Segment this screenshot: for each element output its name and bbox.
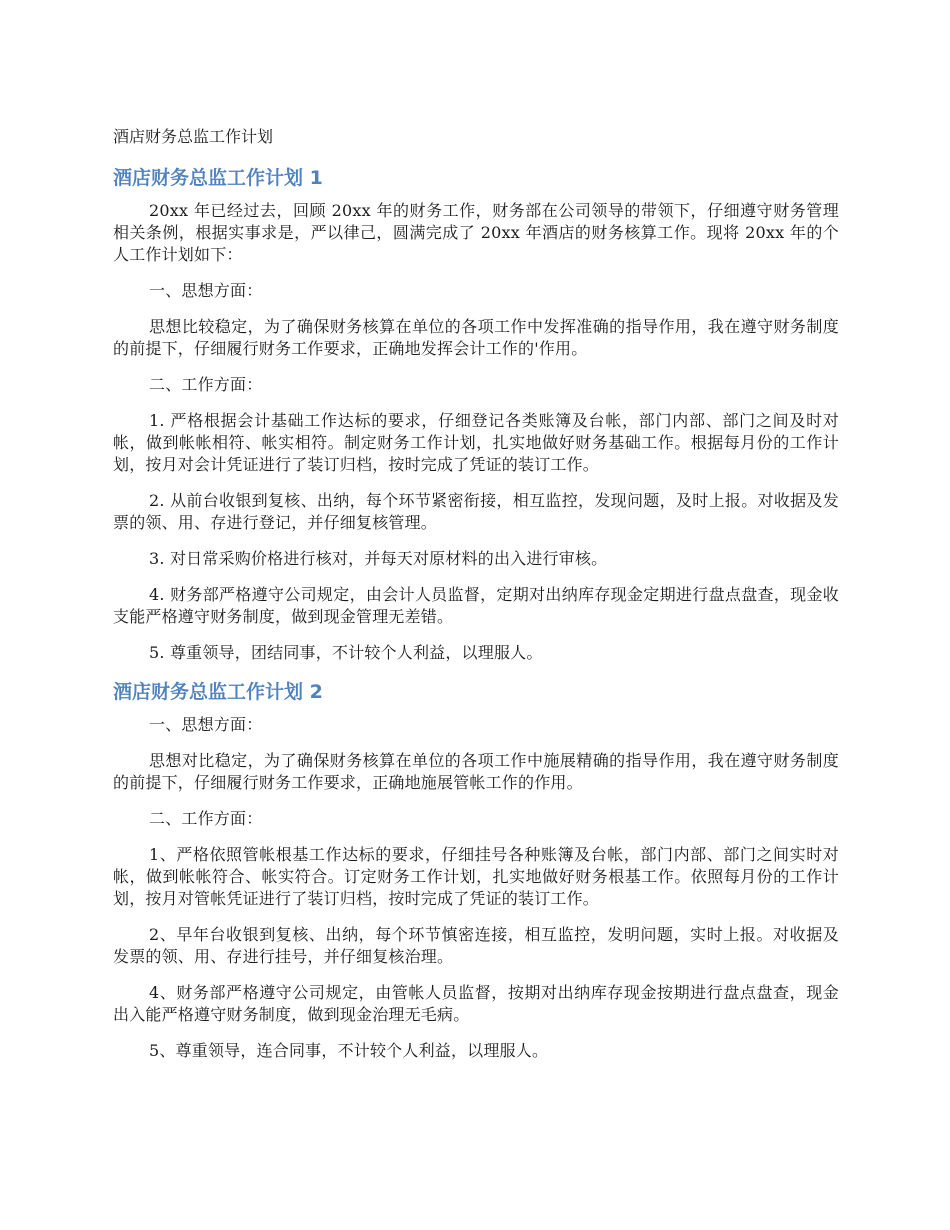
document-body	[113, 164, 839, 1076]
paragraph: 二、工作方面：	[149, 375, 263, 394]
paragraph: 4. 财务部严格遵守公司规定，由会计人员监督，定期对出纳库存现金定期进行盘点盘查，现金收支能严格遵守财务制度，做到现金管理无差错。	[113, 585, 839, 626]
paragraph: 二、工作方面：	[149, 809, 263, 828]
paragraph: 1、严格依照管帐根基工作达标的要求，仔细挂号各种账簿及台帐，部门内部、部门之间实时对帐，做到帐帐符合、帐实符合。订定财务工作计划，扎实地做好财务根基工作。依照每月份的工作计划，按月对管帐凭证进行了装订归档，按时完成了凭证的装订工作。	[113, 845, 839, 908]
paragraph: 思想比较稳定，为了确保财务核算在单位的各项工作中发挥准确的指导作用，我在遵守财务制度的前提下，仔细履行财务工作要求，正确地发挥会计工作的'作用。	[113, 317, 839, 358]
paragraph: 2. 从前台收银到复核、出纳，每个环节紧密衔接，相互监控，发现问题，及时上报。对收据及发票的领、用、存进行登记，并仔细复核管理。	[113, 491, 839, 532]
section-heading: 酒店财务总监工作计划 1	[113, 167, 323, 189]
paragraph: 1. 严格根据会计基础工作达标的要求，仔细登记各类账簿及台帐，部门内部、部门之间及时对帐，做到帐帐相符、帐实相符。制定财务工作计划，扎实地做好财务基础工作。根据每月份的工作计划，按月对会计凭证进行了装订归档，按时完成了凭证的装订工作。	[113, 411, 839, 474]
paragraph: 20xx 年已经过去，回顾 20xx 年的财务工作，财务部在公司领导的带领下，仔细遵守财务管理相关条例，根据实事求是，严以律己，圆满完成了 20xx 年酒店的财务核算工作。现将 20xx 年的个人工作计划如下：	[113, 201, 839, 264]
paragraph: 5、尊重领导，连合同事，不计较个人利益，以理服人。	[149, 1041, 549, 1060]
paragraph: 一、思想方面：	[149, 715, 263, 734]
section-2	[113, 678, 839, 1062]
section-1	[113, 164, 839, 664]
section-heading: 酒店财务总监工作计划 2	[113, 681, 323, 703]
paragraph: 一、思想方面：	[149, 281, 263, 300]
paragraph: 5. 尊重领导，团结同事，不计较个人利益，以理服人。	[149, 643, 543, 662]
paragraph: 3. 对日常采购价格进行核对，并每天对原材料的出入进行审核。	[149, 549, 608, 568]
paragraph: 4、财务部严格遵守公司规定，由管帐人员监督，按期对出纳库存现金按期进行盘点盘查，现金出入能严格遵守财务制度，做到现金治理无毛病。	[113, 983, 839, 1024]
paragraph: 2、早年台收银到复核、出纳，每个环节慎密连接，相互监控，发明问题，实时上报。对收据及发票的领、用、存进行挂号，并仔细复核治理。	[113, 925, 839, 966]
document-title: 酒店财务总监工作计划	[113, 127, 274, 146]
paragraph: 思想对比稳定，为了确保财务核算在单位的各项工作中施展精确的指导作用，我在遵守财务制度的前提下，仔细履行财务工作要求，正确地施展管帐工作的作用。	[113, 751, 839, 792]
